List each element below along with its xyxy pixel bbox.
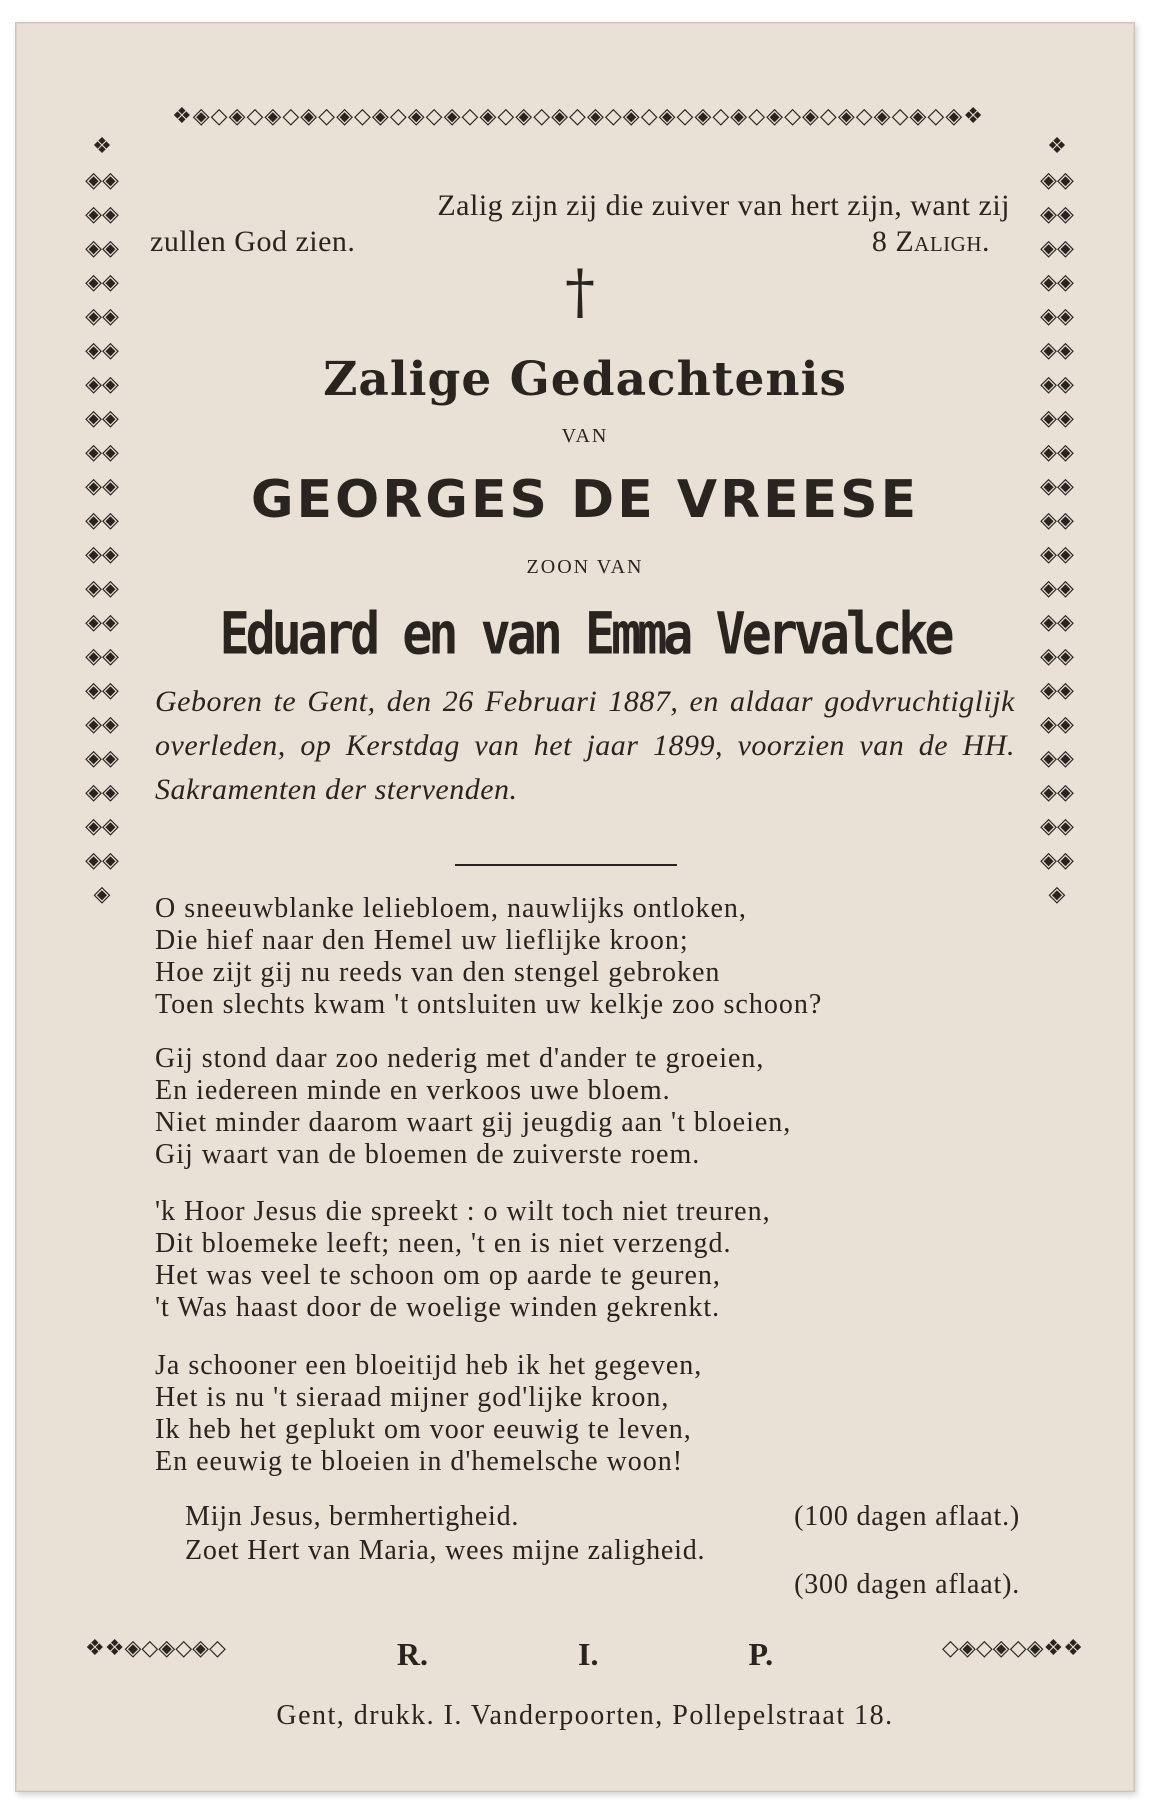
poem-stanza-3 <box>155 1196 1035 1324</box>
rip-letter: I. <box>578 1636 599 1672</box>
poem-line: O sneeuwblanke leliebloem, nauwlijks ontloken, <box>155 893 747 924</box>
parents-names: Eduard en van Emma Vervalcke <box>219 600 951 668</box>
poem-stanza-2 <box>155 1043 1035 1171</box>
poem-stanza-4 <box>155 1350 1035 1478</box>
poem-line: Het is nu 't sieraad mijner god'lijke kroon, <box>155 1382 670 1413</box>
ornamental-border-top: ❖◈◇◈◇◈◇◈◇◈◇◈◇◈◇◈◇◈◇◈◇◈◇◈◇◈◇◈◇◈◇◈◇◈◇◈◇◈◇◈◇◈◇◈❖ <box>172 104 984 129</box>
poem-line: Toen slechts kwam 't ontsluiten uw kelkje zoo schoon? <box>155 989 823 1020</box>
poem-line: En iedereen minde en verkoos uwe bloem. <box>155 1075 671 1106</box>
prayer-2: Zoet Hert van Maria, wees mijne zaligheid. <box>185 1535 706 1566</box>
poem-line: Hoe zijt gij nu reeds van den stengel gebroken <box>155 957 721 988</box>
printer-imprint: Gent, drukk. I. Vanderpoorten, Pollepelstraat 18. <box>276 1700 894 1731</box>
rip-letter: P. <box>748 1636 774 1672</box>
card-title: Zalige Gedachtenis <box>323 352 847 407</box>
poem-line: 't Was haast door de woelige winden gekrenkt. <box>155 1292 721 1323</box>
poem-stanza-1 <box>155 893 1035 1021</box>
poem-line: Gij waart van de bloemen de zuiverste roem. <box>155 1139 701 1170</box>
poem-line: Ja schooner een bloeitijd heb ik het gegeven, <box>155 1350 703 1381</box>
poem-line: Ik heb het geplukt om voor eeuwig te leven, <box>155 1414 692 1445</box>
indulgence-2: (300 dagen aflaat). <box>794 1569 1020 1600</box>
ornamental-border-left: ❖◈◈◈◈◈◈◈◈◈◈◈◈◈◈◈◈◈◈◈◈◈◈◈◈◈◈◈◈◈◈◈◈◈◈◈◈◈◈◈◈◈◈◈ <box>85 134 119 907</box>
poem-line: Dit bloemeke leeft; neen, 't en is niet verzengd. <box>155 1228 732 1259</box>
rip-letter: R. <box>396 1636 429 1672</box>
zoon-van-label: ZOON VAN <box>526 556 644 578</box>
poem-line: Gij stond daar zoo nederig met d'ander te groeien, <box>155 1043 765 1074</box>
poem-line: En eeuwig te bloeien in d'hemelsche woon! <box>155 1446 684 1477</box>
ornamental-border-bottom-left: ❖❖◈◇◈◇◈◇ <box>85 1636 226 1661</box>
indulgence-prayers <box>185 1500 1020 1602</box>
indulgence-1: (100 dagen aflaat.) <box>794 1501 1020 1532</box>
ornamental-border-bottom-right: ◇◈◇◈◇◈❖❖ <box>942 1636 1083 1661</box>
rip-line <box>150 1636 1020 1673</box>
beatitude-quote <box>150 188 1020 260</box>
poem-line: Die hief naar den Hemel uw lieflijke kroon; <box>155 925 689 956</box>
divider-rule <box>455 864 677 866</box>
quote-reference: 8 Zaligh. <box>871 225 990 258</box>
poem-line: Het was veel te schoon om op aarde te geuren, <box>155 1260 721 1291</box>
prayer-1: Mijn Jesus, bermhertigheid. <box>185 1501 520 1532</box>
birth-death-text: Geboren te Gent, den 26 Februari 1887, en aldaar godvruchtiglijk overleden, op Kerstdag van het jaar 1899, voorzien van de HH. Sakramenten der stervenden. <box>155 685 1015 806</box>
deceased-name: GEORGES DE VREESE <box>250 470 920 530</box>
van-label: VAN <box>561 425 609 447</box>
cross-icon: † <box>565 257 595 327</box>
quote-line-2: zullen God zien. <box>150 225 356 258</box>
ornamental-border-right: ❖◈◈◈◈◈◈◈◈◈◈◈◈◈◈◈◈◈◈◈◈◈◈◈◈◈◈◈◈◈◈◈◈◈◈◈◈◈◈◈◈◈◈◈ <box>1040 134 1074 907</box>
poem-line: Niet minder daarom waart gij jeugdig aan 't bloeien, <box>155 1107 792 1138</box>
poem-line: 'k Hoor Jesus die spreekt : o wilt toch niet treuren, <box>155 1196 771 1227</box>
quote-line-1: Zalig zijn zij die zuiver van hert zijn, want zij <box>437 189 1010 222</box>
